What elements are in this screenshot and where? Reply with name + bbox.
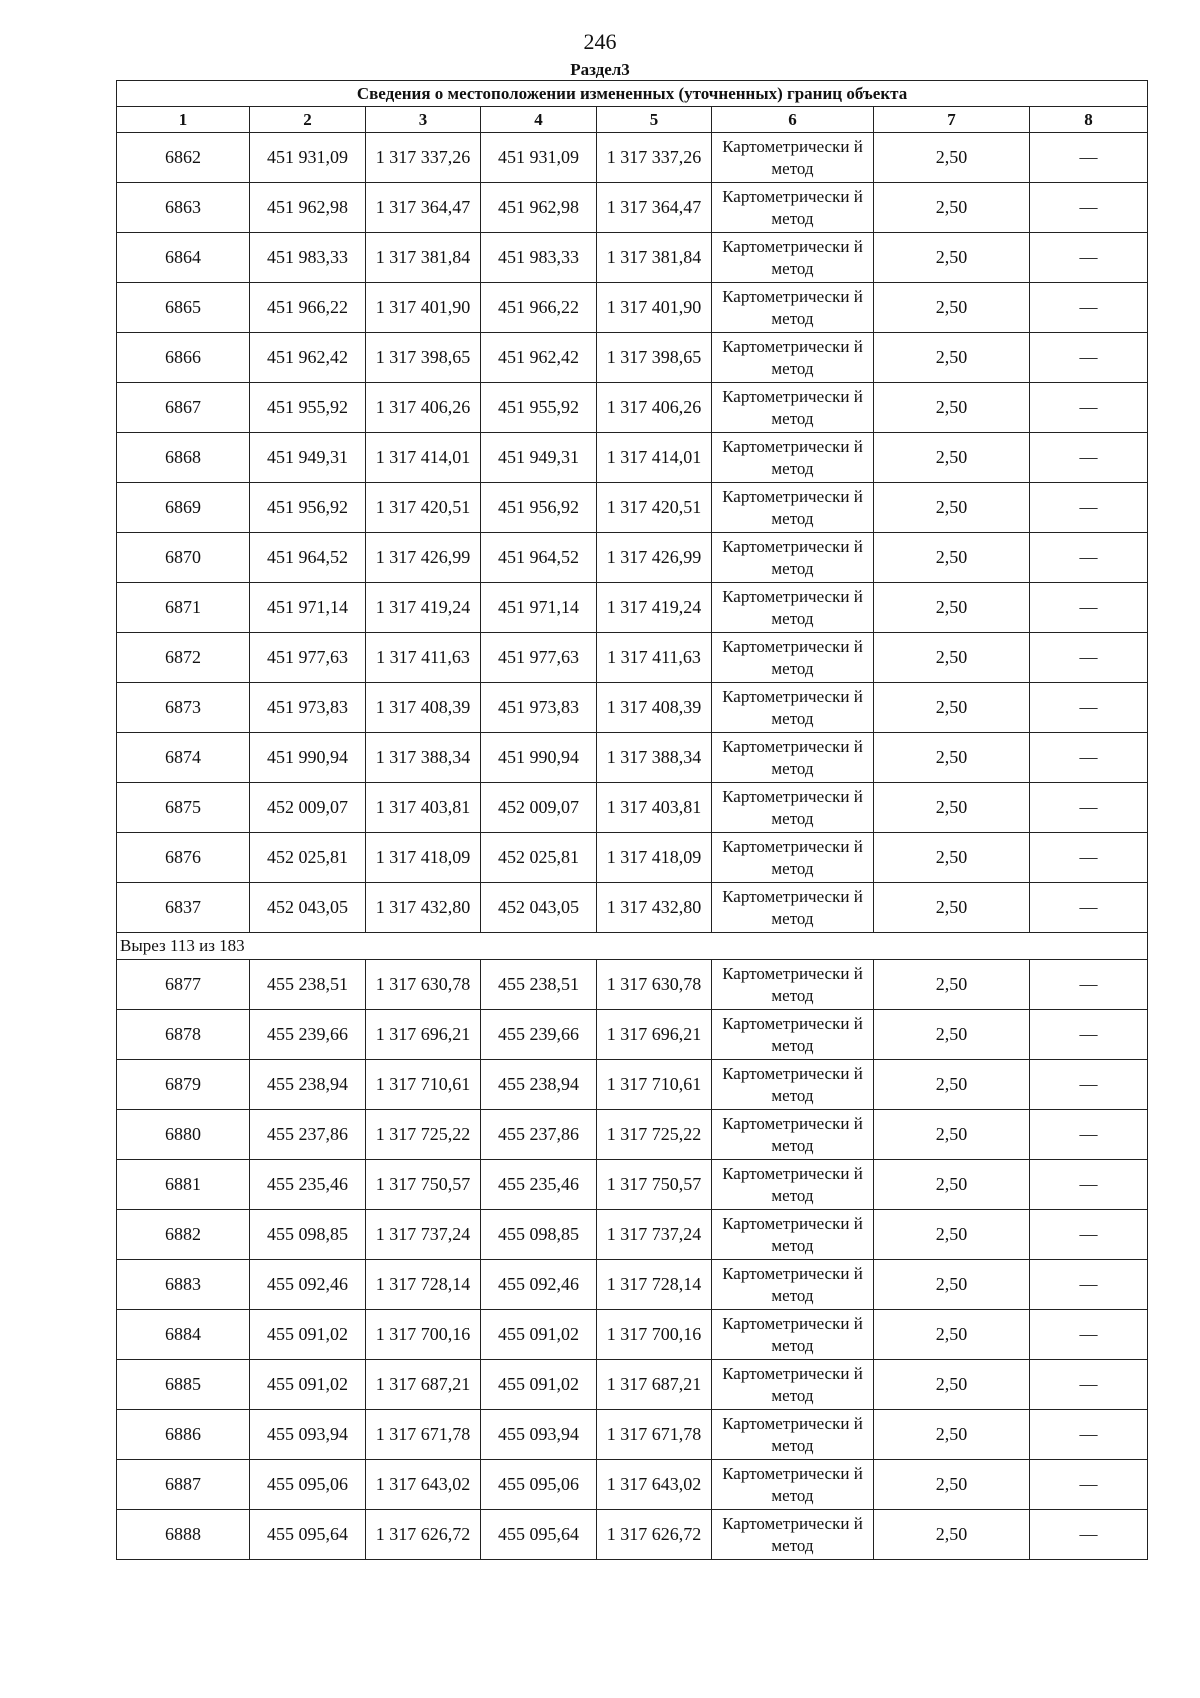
accuracy-cell: 2,50 [874, 433, 1030, 483]
method-cell: Картометрически й метод [712, 833, 874, 883]
method-cell: Картометрически й метод [712, 1110, 874, 1160]
y-existing-cell: 1 317 630,78 [366, 960, 481, 1010]
accuracy-cell: 2,50 [874, 1110, 1030, 1160]
table-row [117, 483, 1148, 533]
method-cell: Картометрически й метод [712, 1260, 874, 1310]
x-existing-cell: 451 931,09 [250, 133, 366, 183]
point-number-cell: 6881 [117, 1160, 250, 1210]
y-refined-cell: 1 317 725,22 [597, 1110, 712, 1160]
table-row [117, 1110, 1148, 1160]
point-description-cell: — [1030, 1460, 1148, 1510]
accuracy-cell: 2,50 [874, 733, 1030, 783]
x-existing-cell: 451 955,92 [250, 383, 366, 433]
y-refined-cell: 1 317 426,99 [597, 533, 712, 583]
y-existing-cell: 1 317 420,51 [366, 483, 481, 533]
point-number-cell: 6865 [117, 283, 250, 333]
accuracy-cell: 2,50 [874, 283, 1030, 333]
x-refined-cell: 451 962,42 [481, 333, 597, 383]
table-row [117, 333, 1148, 383]
accuracy-cell: 2,50 [874, 183, 1030, 233]
point-description-cell: — [1030, 533, 1148, 583]
point-number-cell: 6864 [117, 233, 250, 283]
y-existing-cell: 1 317 696,21 [366, 1010, 481, 1060]
point-number-cell: 6862 [117, 133, 250, 183]
point-description-cell: — [1030, 1260, 1148, 1310]
x-refined-cell: 451 964,52 [481, 533, 597, 583]
x-refined-cell: 451 966,22 [481, 283, 597, 333]
y-existing-cell: 1 317 687,21 [366, 1360, 481, 1410]
section-title: Раздел3 [570, 60, 630, 79]
method-cell: Картометрически й метод [712, 1410, 874, 1460]
method-cell: Картометрически й метод [712, 433, 874, 483]
y-existing-cell: 1 317 388,34 [366, 733, 481, 783]
point-description-cell: — [1030, 1310, 1148, 1360]
table-row [117, 1460, 1148, 1510]
y-existing-cell: 1 317 737,24 [366, 1210, 481, 1260]
y-existing-cell: 1 317 728,14 [366, 1260, 481, 1310]
y-existing-cell: 1 317 408,39 [366, 683, 481, 733]
point-description-cell: — [1030, 183, 1148, 233]
x-refined-cell: 451 949,31 [481, 433, 597, 483]
x-refined-cell: 455 095,64 [481, 1510, 597, 1560]
y-refined-cell: 1 317 671,78 [597, 1410, 712, 1460]
table-row [117, 1360, 1148, 1410]
table-row [117, 133, 1148, 183]
x-existing-cell: 455 238,94 [250, 1060, 366, 1110]
point-description-cell: — [1030, 783, 1148, 833]
method-cell: Картометрически й метод [712, 1310, 874, 1360]
point-number-cell: 6888 [117, 1510, 250, 1560]
table-row [117, 183, 1148, 233]
table-row [117, 1410, 1148, 1460]
point-number-cell: 6879 [117, 1060, 250, 1110]
table-row [117, 833, 1148, 883]
y-refined-cell: 1 317 737,24 [597, 1210, 712, 1260]
y-refined-cell: 1 317 419,24 [597, 583, 712, 633]
y-refined-cell: 1 317 411,63 [597, 633, 712, 683]
point-number-cell: 6869 [117, 483, 250, 533]
point-description-cell: — [1030, 633, 1148, 683]
x-refined-cell: 451 977,63 [481, 633, 597, 683]
x-refined-cell: 451 962,98 [481, 183, 597, 233]
method-cell: Картометрически й метод [712, 183, 874, 233]
accuracy-cell: 2,50 [874, 633, 1030, 683]
y-existing-cell: 1 317 710,61 [366, 1060, 481, 1110]
table-row [117, 633, 1148, 683]
x-existing-cell: 455 098,85 [250, 1210, 366, 1260]
method-cell: Картометрически й метод [712, 383, 874, 433]
accuracy-cell: 2,50 [874, 1010, 1030, 1060]
point-number-cell: 6875 [117, 783, 250, 833]
y-refined-cell: 1 317 728,14 [597, 1260, 712, 1310]
table-row [117, 1260, 1148, 1310]
x-refined-cell: 451 983,33 [481, 233, 597, 283]
table-row [117, 883, 1148, 933]
accuracy-cell: 2,50 [874, 1310, 1030, 1360]
y-existing-cell: 1 317 337,26 [366, 133, 481, 183]
x-existing-cell: 455 095,64 [250, 1510, 366, 1560]
point-description-cell: — [1030, 1160, 1148, 1210]
y-existing-cell: 1 317 381,84 [366, 233, 481, 283]
table-row [117, 533, 1148, 583]
column-number-row [117, 107, 1148, 133]
point-number-cell: 6876 [117, 833, 250, 883]
point-number-cell: 6873 [117, 683, 250, 733]
y-refined-cell: 1 317 626,72 [597, 1510, 712, 1560]
table-row [117, 1310, 1148, 1360]
table-row [117, 233, 1148, 283]
y-existing-cell: 1 317 411,63 [366, 633, 481, 683]
x-refined-cell: 451 955,92 [481, 383, 597, 433]
point-number-cell: 6883 [117, 1260, 250, 1310]
accuracy-cell: 2,50 [874, 833, 1030, 883]
y-refined-cell: 1 317 388,34 [597, 733, 712, 783]
column-number: 6 [712, 107, 874, 133]
cutout-label-row [117, 933, 1148, 960]
x-refined-cell: 452 043,05 [481, 883, 597, 933]
x-refined-cell: 455 092,46 [481, 1260, 597, 1310]
method-cell: Картометрически й метод [712, 733, 874, 783]
point-description-cell: — [1030, 233, 1148, 283]
table-caption-row [117, 81, 1148, 107]
point-description-cell: — [1030, 960, 1148, 1010]
method-cell: Картометрически й метод [712, 783, 874, 833]
table-row [117, 1060, 1148, 1110]
y-refined-cell: 1 317 398,65 [597, 333, 712, 383]
table-row [117, 1210, 1148, 1260]
x-existing-cell: 451 973,83 [250, 683, 366, 733]
column-number: 8 [1030, 107, 1148, 133]
method-cell: Картометрически й метод [712, 883, 874, 933]
table-body [117, 81, 1148, 1560]
accuracy-cell: 2,50 [874, 133, 1030, 183]
x-existing-cell: 451 966,22 [250, 283, 366, 333]
y-refined-cell: 1 317 710,61 [597, 1060, 712, 1110]
x-existing-cell: 455 237,86 [250, 1110, 366, 1160]
x-refined-cell: 452 009,07 [481, 783, 597, 833]
point-description-cell: — [1030, 1210, 1148, 1260]
y-existing-cell: 1 317 401,90 [366, 283, 481, 333]
table-row [117, 283, 1148, 333]
method-cell: Картометрически й метод [712, 1360, 874, 1410]
method-cell: Картометрически й метод [712, 633, 874, 683]
accuracy-cell: 2,50 [874, 1060, 1030, 1110]
method-cell: Картометрически й метод [712, 1210, 874, 1260]
y-refined-cell: 1 317 337,26 [597, 133, 712, 183]
point-description-cell: — [1030, 133, 1148, 183]
accuracy-cell: 2,50 [874, 1210, 1030, 1260]
y-refined-cell: 1 317 406,26 [597, 383, 712, 433]
point-number-cell: 6885 [117, 1360, 250, 1410]
table-row [117, 1160, 1148, 1210]
y-existing-cell: 1 317 414,01 [366, 433, 481, 483]
y-refined-cell: 1 317 401,90 [597, 283, 712, 333]
x-refined-cell: 451 973,83 [481, 683, 597, 733]
point-description-cell: — [1030, 833, 1148, 883]
method-cell: Картометрически й метод [712, 583, 874, 633]
point-description-cell: — [1030, 483, 1148, 533]
y-existing-cell: 1 317 626,72 [366, 1510, 481, 1560]
method-cell: Картометрически й метод [712, 333, 874, 383]
x-refined-cell: 455 238,94 [481, 1060, 597, 1110]
point-description-cell: — [1030, 683, 1148, 733]
method-cell: Картометрически й метод [712, 1510, 874, 1560]
point-number-cell: 6837 [117, 883, 250, 933]
accuracy-cell: 2,50 [874, 1410, 1030, 1460]
table-row [117, 1510, 1148, 1560]
y-existing-cell: 1 317 750,57 [366, 1160, 481, 1210]
y-refined-cell: 1 317 381,84 [597, 233, 712, 283]
point-description-cell: — [1030, 1010, 1148, 1060]
point-number-cell: 6886 [117, 1410, 250, 1460]
point-number-cell: 6871 [117, 583, 250, 633]
table-row [117, 960, 1148, 1010]
page-number: 246 [583, 29, 617, 54]
x-refined-cell: 455 237,86 [481, 1110, 597, 1160]
y-refined-cell: 1 317 643,02 [597, 1460, 712, 1510]
point-description-cell: — [1030, 1110, 1148, 1160]
point-description-cell: — [1030, 383, 1148, 433]
column-number: 2 [250, 107, 366, 133]
accuracy-cell: 2,50 [874, 1510, 1030, 1560]
y-existing-cell: 1 317 426,99 [366, 533, 481, 583]
x-refined-cell: 451 990,94 [481, 733, 597, 783]
point-number-cell: 6868 [117, 433, 250, 483]
accuracy-cell: 2,50 [874, 960, 1030, 1010]
accuracy-cell: 2,50 [874, 333, 1030, 383]
y-existing-cell: 1 317 398,65 [366, 333, 481, 383]
x-existing-cell: 451 962,42 [250, 333, 366, 383]
point-description-cell: — [1030, 1410, 1148, 1460]
y-refined-cell: 1 317 420,51 [597, 483, 712, 533]
accuracy-cell: 2,50 [874, 1260, 1030, 1310]
point-number-cell: 6866 [117, 333, 250, 383]
method-cell: Картометрически й метод [712, 1160, 874, 1210]
x-refined-cell: 455 095,06 [481, 1460, 597, 1510]
column-number: 3 [366, 107, 481, 133]
x-existing-cell: 455 093,94 [250, 1410, 366, 1460]
boundary-coordinates-table [116, 80, 1148, 1560]
method-cell: Картометрически й метод [712, 483, 874, 533]
table-caption: Сведения о местоположении измененных (уточненных) границ объекта [117, 81, 1148, 107]
point-number-cell: 6874 [117, 733, 250, 783]
x-refined-cell: 451 931,09 [481, 133, 597, 183]
table-row [117, 783, 1148, 833]
method-cell: Картометрически й метод [712, 1010, 874, 1060]
x-existing-cell: 455 091,02 [250, 1360, 366, 1410]
accuracy-cell: 2,50 [874, 383, 1030, 433]
accuracy-cell: 2,50 [874, 1460, 1030, 1510]
x-existing-cell: 455 095,06 [250, 1460, 366, 1510]
point-number-cell: 6863 [117, 183, 250, 233]
table-row [117, 383, 1148, 433]
table-row [117, 433, 1148, 483]
x-existing-cell: 455 235,46 [250, 1160, 366, 1210]
x-existing-cell: 455 238,51 [250, 960, 366, 1010]
x-existing-cell: 451 971,14 [250, 583, 366, 633]
x-existing-cell: 455 239,66 [250, 1010, 366, 1060]
x-refined-cell: 455 098,85 [481, 1210, 597, 1260]
accuracy-cell: 2,50 [874, 533, 1030, 583]
x-refined-cell: 455 093,94 [481, 1410, 597, 1460]
method-cell: Картометрически й метод [712, 533, 874, 583]
accuracy-cell: 2,50 [874, 783, 1030, 833]
x-existing-cell: 451 949,31 [250, 433, 366, 483]
x-existing-cell: 452 043,05 [250, 883, 366, 933]
x-existing-cell: 452 009,07 [250, 783, 366, 833]
accuracy-cell: 2,50 [874, 1160, 1030, 1210]
x-refined-cell: 455 238,51 [481, 960, 597, 1010]
point-number-cell: 6870 [117, 533, 250, 583]
y-existing-cell: 1 317 419,24 [366, 583, 481, 633]
y-refined-cell: 1 317 696,21 [597, 1010, 712, 1060]
accuracy-cell: 2,50 [874, 583, 1030, 633]
method-cell: Картометрически й метод [712, 960, 874, 1010]
x-existing-cell: 451 983,33 [250, 233, 366, 283]
y-refined-cell: 1 317 432,80 [597, 883, 712, 933]
y-refined-cell: 1 317 750,57 [597, 1160, 712, 1210]
x-existing-cell: 452 025,81 [250, 833, 366, 883]
x-refined-cell: 451 971,14 [481, 583, 597, 633]
x-existing-cell: 455 091,02 [250, 1310, 366, 1360]
x-refined-cell: 455 091,02 [481, 1360, 597, 1410]
x-existing-cell: 451 964,52 [250, 533, 366, 583]
x-refined-cell: 452 025,81 [481, 833, 597, 883]
x-existing-cell: 451 956,92 [250, 483, 366, 533]
y-existing-cell: 1 317 725,22 [366, 1110, 481, 1160]
point-description-cell: — [1030, 733, 1148, 783]
cutout-label: Вырез 113 из 183 [117, 933, 1148, 960]
table-row [117, 583, 1148, 633]
y-refined-cell: 1 317 418,09 [597, 833, 712, 883]
table-row [117, 683, 1148, 733]
method-cell: Картометрически й метод [712, 683, 874, 733]
point-description-cell: — [1030, 583, 1148, 633]
point-description-cell: — [1030, 1060, 1148, 1110]
accuracy-cell: 2,50 [874, 483, 1030, 533]
x-existing-cell: 451 977,63 [250, 633, 366, 683]
y-refined-cell: 1 317 687,21 [597, 1360, 712, 1410]
point-number-cell: 6877 [117, 960, 250, 1010]
method-cell: Картометрически й метод [712, 1060, 874, 1110]
point-description-cell: — [1030, 333, 1148, 383]
y-refined-cell: 1 317 414,01 [597, 433, 712, 483]
y-existing-cell: 1 317 432,80 [366, 883, 481, 933]
y-refined-cell: 1 317 630,78 [597, 960, 712, 1010]
point-description-cell: — [1030, 283, 1148, 333]
accuracy-cell: 2,50 [874, 233, 1030, 283]
point-number-cell: 6884 [117, 1310, 250, 1360]
y-existing-cell: 1 317 671,78 [366, 1410, 481, 1460]
table-row [117, 1010, 1148, 1060]
y-refined-cell: 1 317 700,16 [597, 1310, 712, 1360]
y-refined-cell: 1 317 408,39 [597, 683, 712, 733]
column-number: 5 [597, 107, 712, 133]
method-cell: Картометрически й метод [712, 283, 874, 333]
x-refined-cell: 455 091,02 [481, 1310, 597, 1360]
point-description-cell: — [1030, 1510, 1148, 1560]
point-description-cell: — [1030, 883, 1148, 933]
column-number: 4 [481, 107, 597, 133]
point-number-cell: 6872 [117, 633, 250, 683]
column-number: 1 [117, 107, 250, 133]
point-description-cell: — [1030, 433, 1148, 483]
x-refined-cell: 455 235,46 [481, 1160, 597, 1210]
accuracy-cell: 2,50 [874, 883, 1030, 933]
y-existing-cell: 1 317 643,02 [366, 1460, 481, 1510]
point-number-cell: 6878 [117, 1010, 250, 1060]
point-number-cell: 6880 [117, 1110, 250, 1160]
accuracy-cell: 2,50 [874, 1360, 1030, 1410]
y-existing-cell: 1 317 364,47 [366, 183, 481, 233]
method-cell: Картометрически й метод [712, 1460, 874, 1510]
point-number-cell: 6887 [117, 1460, 250, 1510]
x-existing-cell: 455 092,46 [250, 1260, 366, 1310]
x-existing-cell: 451 962,98 [250, 183, 366, 233]
y-refined-cell: 1 317 364,47 [597, 183, 712, 233]
y-existing-cell: 1 317 403,81 [366, 783, 481, 833]
point-number-cell: 6867 [117, 383, 250, 433]
x-refined-cell: 451 956,92 [481, 483, 597, 533]
x-existing-cell: 451 990,94 [250, 733, 366, 783]
column-number: 7 [874, 107, 1030, 133]
y-existing-cell: 1 317 418,09 [366, 833, 481, 883]
accuracy-cell: 2,50 [874, 683, 1030, 733]
y-refined-cell: 1 317 403,81 [597, 783, 712, 833]
x-refined-cell: 455 239,66 [481, 1010, 597, 1060]
point-description-cell: — [1030, 1360, 1148, 1410]
y-existing-cell: 1 317 700,16 [366, 1310, 481, 1360]
point-number-cell: 6882 [117, 1210, 250, 1260]
method-cell: Картометрически й метод [712, 233, 874, 283]
method-cell: Картометрически й метод [712, 133, 874, 183]
table-row [117, 733, 1148, 783]
y-existing-cell: 1 317 406,26 [366, 383, 481, 433]
